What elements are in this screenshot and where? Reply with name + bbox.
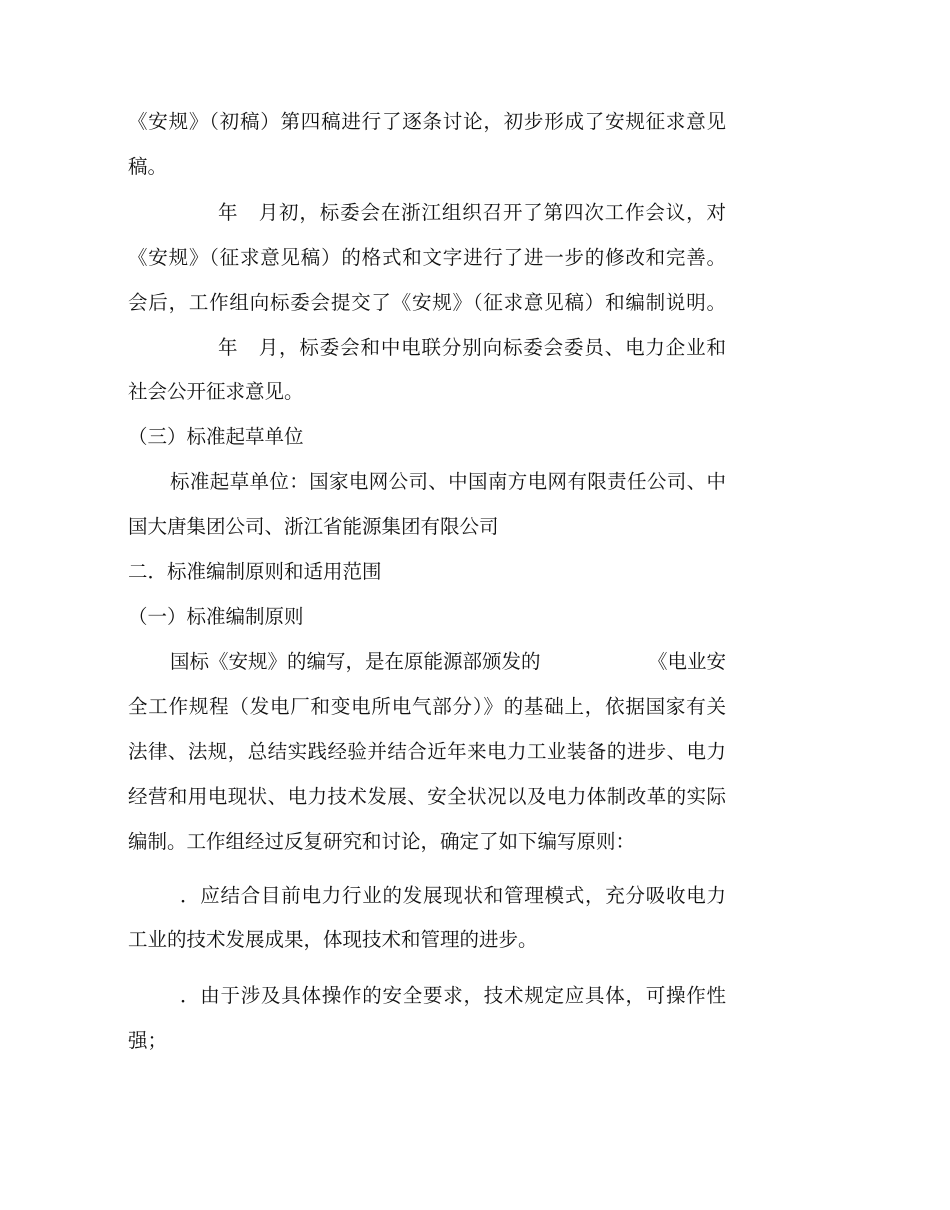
section-heading: 二．标准编制原则和适用范围 [128,560,382,583]
paragraph-line: 社会公开征求意见。 [128,380,304,403]
paragraph-line: 年 月，标委会和中电联分别向标委会委员、电力企业和 [218,336,726,359]
paragraph-line: 国标《安规》的编写，是在原能源部颁发的 [170,650,541,673]
paragraph-line: 《安规》（初稿）第四稿进行了逐条讨论，初步形成了安规征求意见 [128,110,726,133]
paragraph-line: 《电业安 [648,650,727,673]
paragraph-line: 会后，工作组向标委会提交了《安规》（征求意见稿）和编制说明。 [128,291,726,314]
paragraph-line: 稿。 [128,155,168,178]
paragraph-line: 全工作规程（发电厂和变电所电气部分）》的基础上，依据国家有关 [128,695,726,718]
list-item-line: ．应结合目前电力行业的发展现状和管理模式，充分吸收电力 [180,884,726,907]
paragraph-line: 《安规》（征求意见稿）的格式和文字进行了进一步的修改和完善。 [128,246,726,269]
paragraph-line: 年 月初，标委会在浙江组织召开了第四次工作会议，对 [218,201,726,224]
list-item-line: 工业的技术发展成果，体现技术和管理的进步。 [128,928,538,951]
paragraph-line: 编制。工作组经过反复研究和讨论，确定了如下编写原则： [128,830,636,853]
section-heading: （三）标准起草单位 [128,425,304,448]
paragraph-line: 法律、法规，总结实践经验并结合近年来电力工业装备的进步、电力 [128,740,726,763]
paragraph-line: 标准起草单位：国家电网公司、中国南方电网有限责任公司、中 [170,470,726,493]
paragraph-line: 国大唐集团公司、浙江省能源集团有限公司 [128,515,499,538]
paragraph-line: 经营和用电现状、电力技术发展、安全状况以及电力体制改革的实际 [128,785,726,808]
section-heading: （一）标准编制原则 [128,605,304,628]
list-item-line: ．由于涉及具体操作的安全要求，技术规定应具体，可操作性 [180,984,726,1007]
list-item-line: 强； [128,1029,168,1052]
